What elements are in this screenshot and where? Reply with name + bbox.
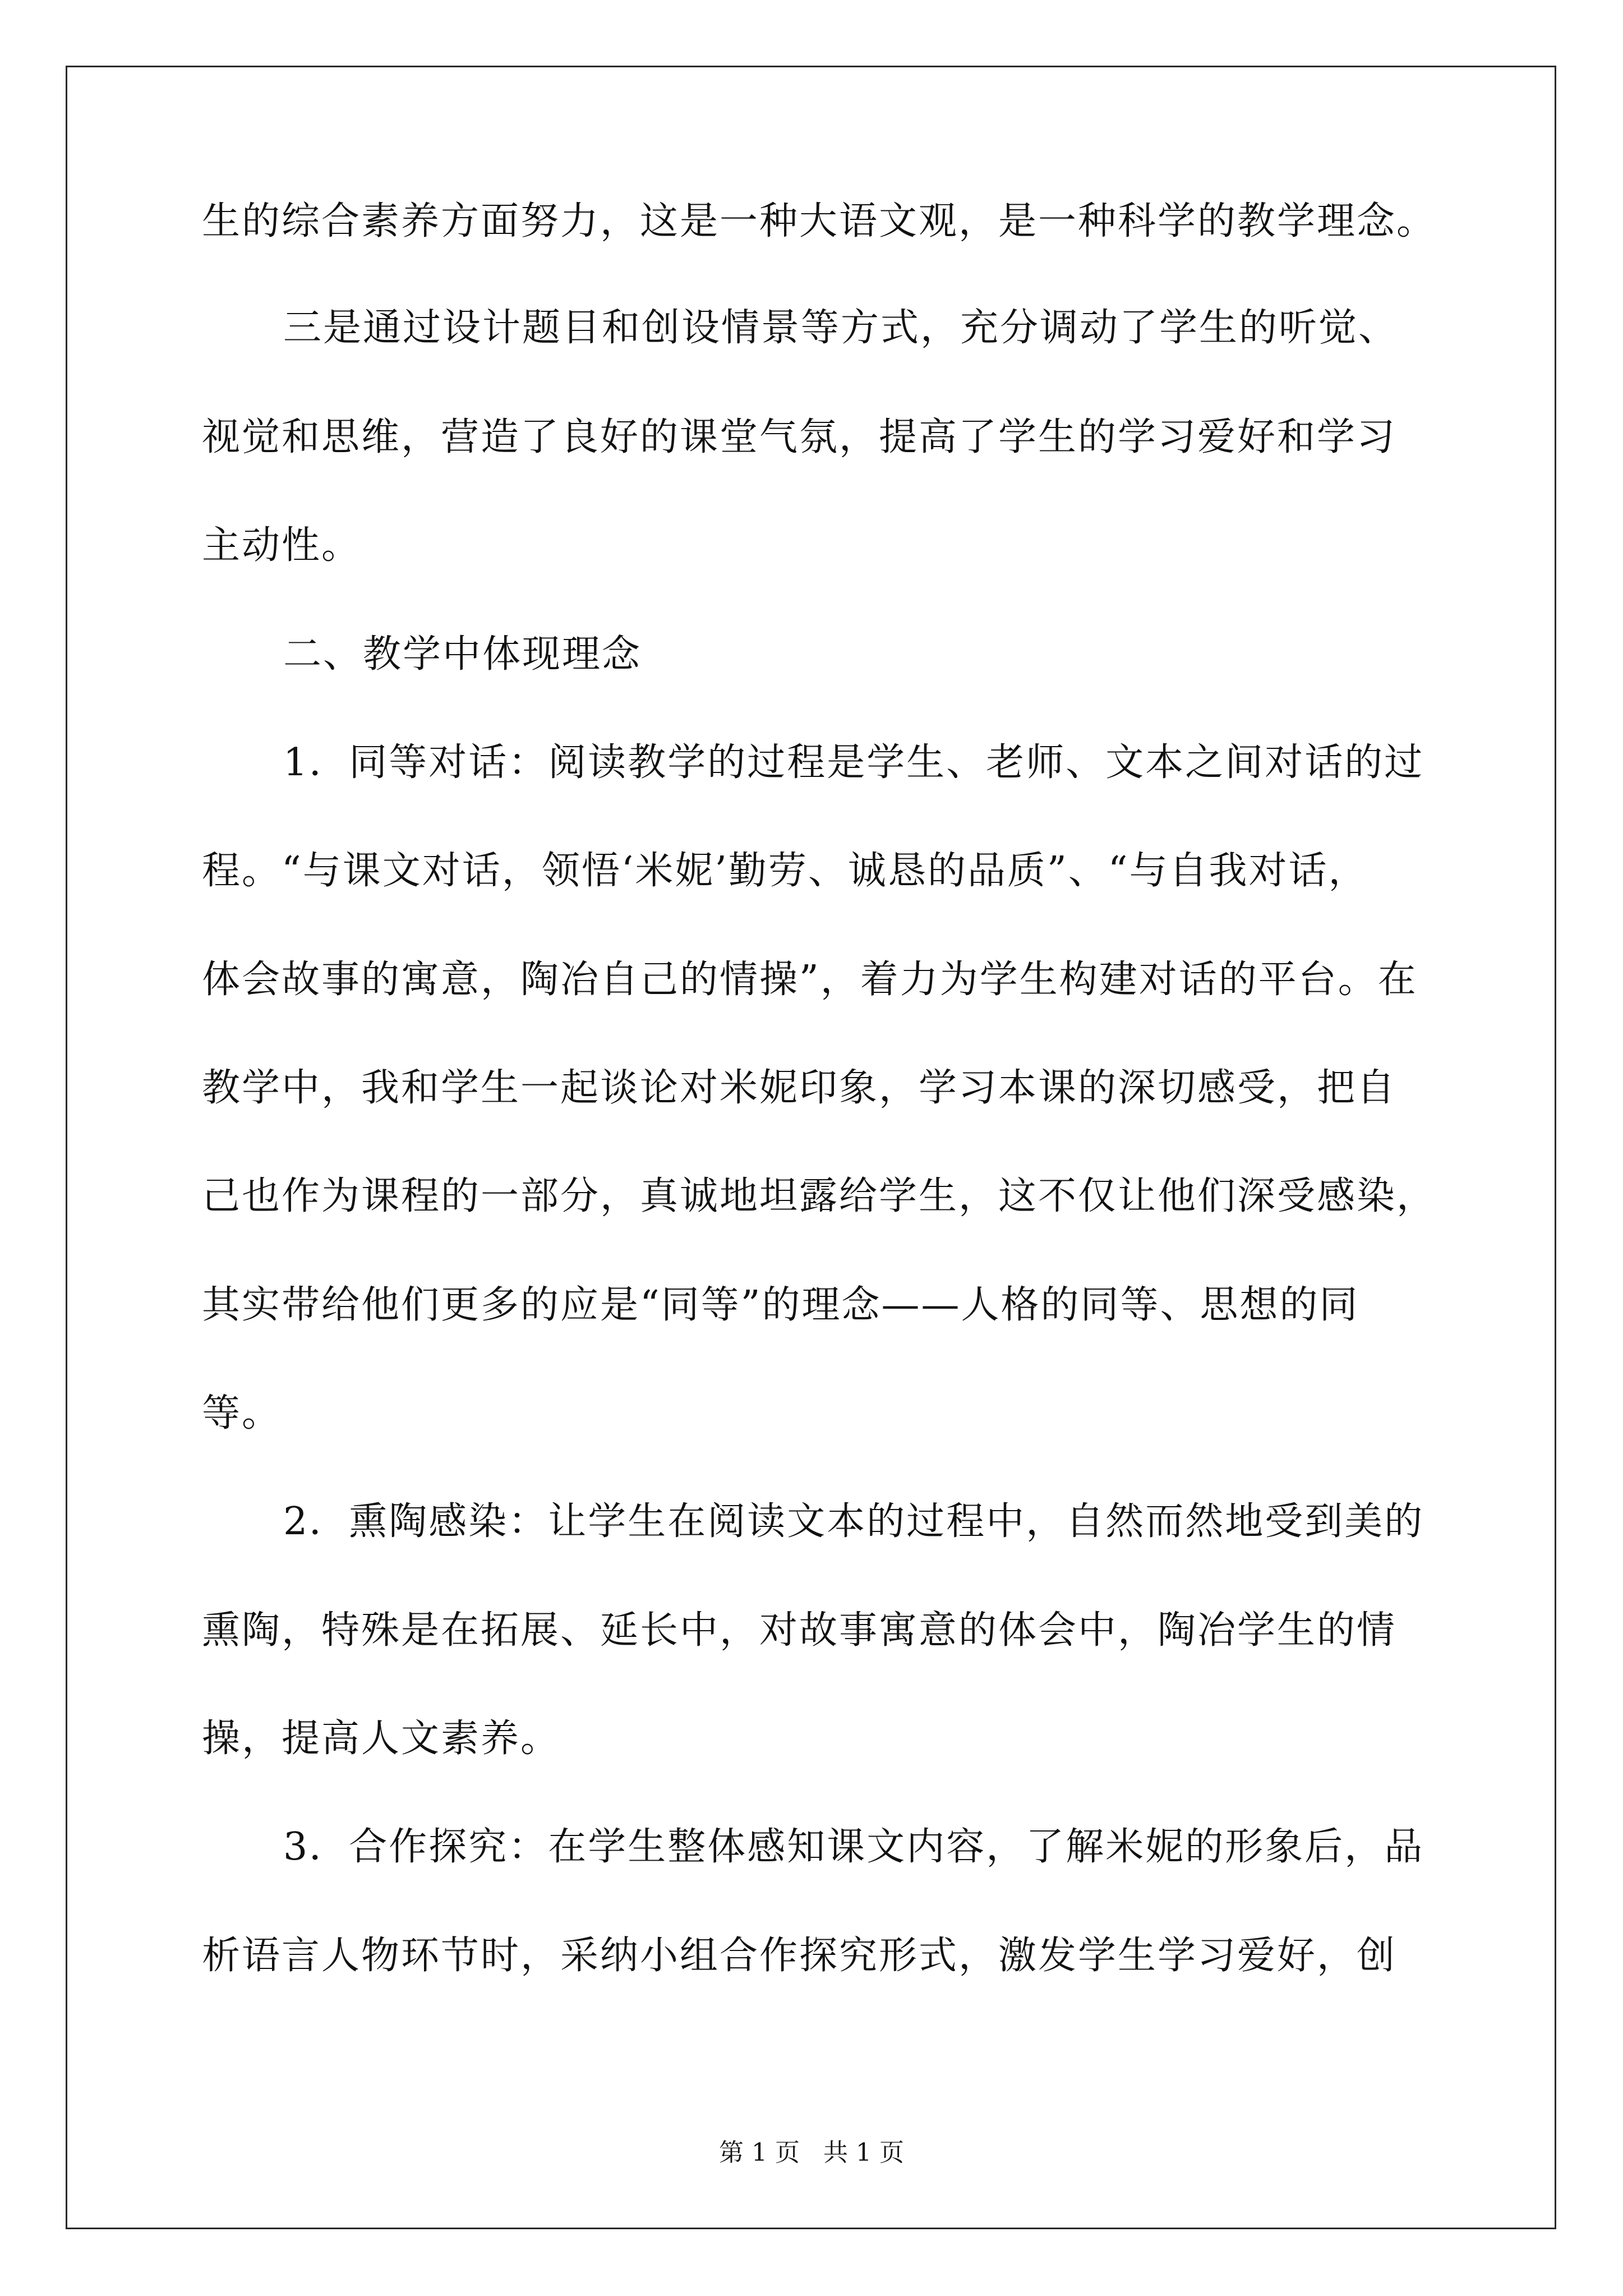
text-line: 2．熏陶感染：让学生在阅读文本的过程中，自然而然地受到美的 — [283, 1499, 1424, 1544]
page-border — [66, 66, 1556, 2229]
section-heading: 二、教学中体现理念 — [283, 632, 642, 677]
text-line: 等。 — [202, 1391, 282, 1435]
text-line: 己也作为课程的一部分，真诚地坦露给学生，这不仅让他们深受感染， — [202, 1174, 1437, 1218]
text-line: 操，提高人文素养。 — [202, 1717, 561, 1761]
text-line: 三是通过设计题目和创设情景等方式，充分调动了学生的听觉、 — [283, 306, 1399, 350]
text-line: 熏陶，特殊是在拓展、延长中，对故事寓意的体会中，陶冶学生的情 — [202, 1608, 1397, 1653]
page-number-footer: 第 1 页 共 1 页 — [719, 2138, 904, 2167]
text-line: 教学中，我和学生一起谈论对米妮印象，学习本课的深切感受，把自 — [202, 1066, 1397, 1110]
text-line: 程。“与课文对话，领悟‘米妮’勤劳、诚恳的品质”、“与自我对话， — [202, 849, 1368, 893]
text-line: 体会故事的寓意，陶冶自己的情操”，着力为学生构建对话的平台。在 — [202, 958, 1418, 1002]
text-line: 生的综合素养方面努力，这是一种大语文观，是一种科学的教学理念。 — [202, 199, 1437, 243]
text-line: 其实带给他们更多的应是“同等”的理念——人格的同等、思想的同 — [202, 1283, 1359, 1327]
text-line: 视觉和思维，营造了良好的课堂气氛，提高了学生的学习爱好和学习 — [202, 415, 1397, 459]
text-line: 析语言人物环节时，采纳小组合作探究形式，激发学生学习爱好，创 — [202, 1934, 1397, 1978]
text-line: 1．同等对话：阅读教学的过程是学生、老师、文本之间对话的过 — [283, 740, 1424, 785]
text-line: 3．合作探究：在学生整体感知课文内容，了解米妮的形象后，品 — [283, 1825, 1424, 1869]
text-line: 主动性。 — [202, 523, 362, 568]
